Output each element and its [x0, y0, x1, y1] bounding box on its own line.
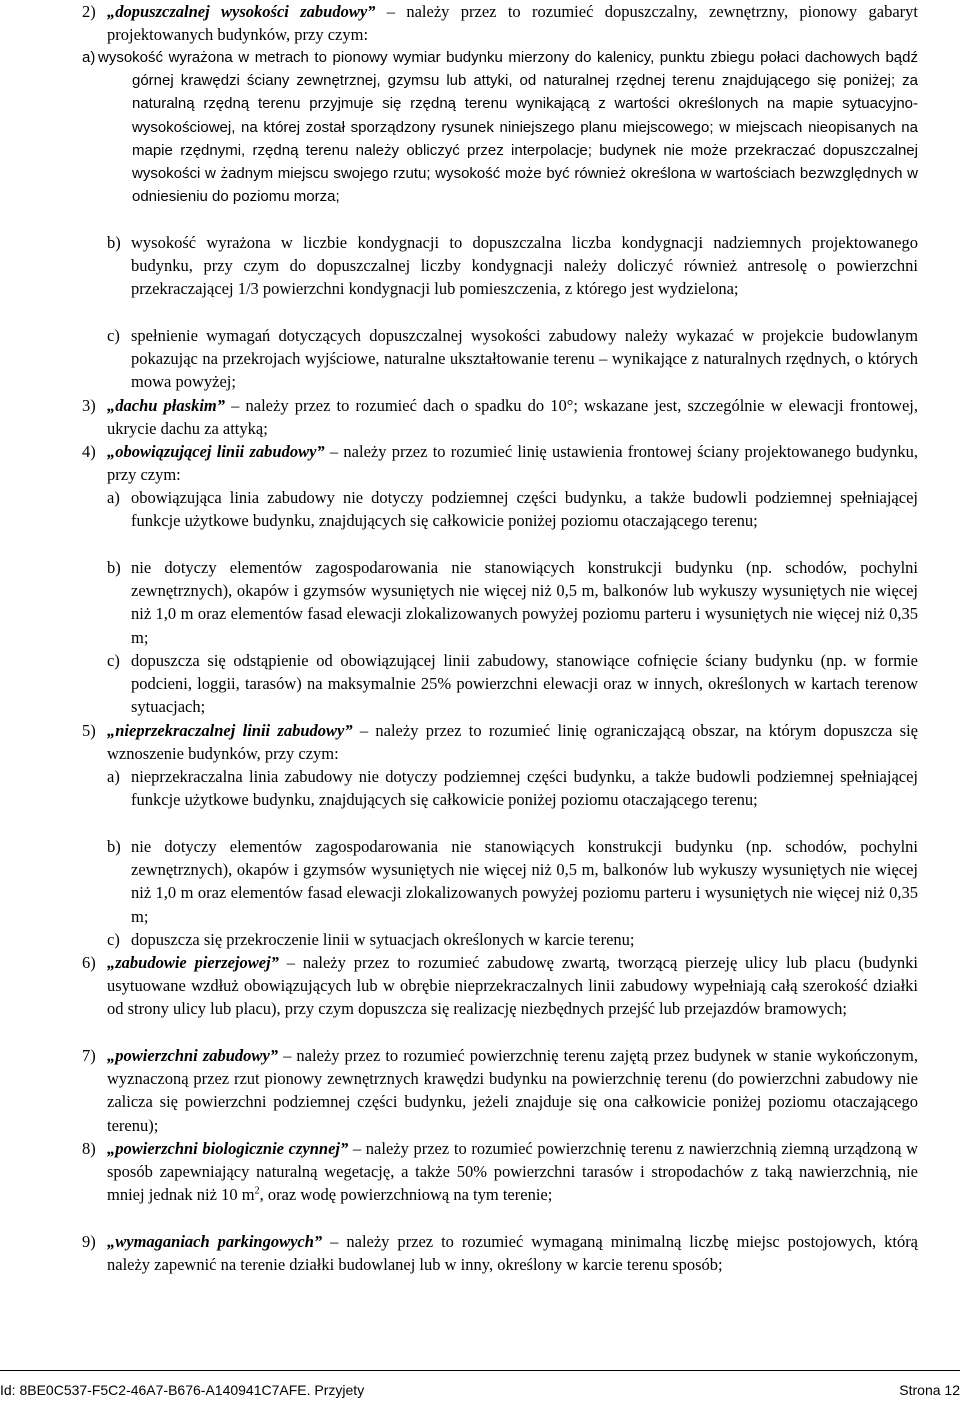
- subitem-mark: c): [107, 930, 120, 949]
- definition-text: – należy przez to rozumieć linię ograniczającą obszar, na którym dopuszcza się wznoszenie budynków, przy czym:: [107, 721, 918, 764]
- definition-item-3: [82, 394, 918, 440]
- defined-term: „powierzchni zabudowy”: [107, 1046, 279, 1065]
- item-number: 7): [82, 1046, 96, 1065]
- item-number: 4): [82, 442, 96, 461]
- definition-item-8: [82, 1137, 918, 1207]
- page-footer: [0, 1370, 960, 1401]
- definition-item-9: [82, 1230, 918, 1276]
- defined-term: „dachu płaskim”: [107, 396, 225, 415]
- subitem-2b: [107, 231, 918, 301]
- item-number: 8): [82, 1139, 96, 1158]
- subitem-mark: a): [107, 488, 120, 507]
- definition-item-6: [82, 951, 918, 1021]
- page-number: Strona 12: [899, 1382, 960, 1398]
- subitem-4b: [107, 556, 918, 649]
- subitem-text: dopuszcza się przekroczenie linii w sytuacjach określonych w karcie terenu;: [131, 930, 635, 949]
- item-number: 9): [82, 1232, 96, 1251]
- defined-term: „nieprzekraczalnej linii zabudowy”: [107, 721, 353, 740]
- item-number: 2): [82, 2, 96, 21]
- definition-text: – należy przez to rozumieć dopuszczalny, zewnętrzny, pionowy gabaryt projektowanych budynków, przy czym:: [107, 2, 918, 45]
- definition-item-4: [82, 440, 918, 486]
- subitem-mark: b): [107, 837, 121, 856]
- defined-term: „wymaganiach parkingowych”: [107, 1232, 323, 1251]
- subitem-text: dopuszcza się odstąpienie od obowiązującej linii zabudowy, stanowiące cofnięcie ściany budynku (np. w formie podcieni, loggii, tarasów) na maksymalnie 25% powierzchni elewacji oraz w innych, określonych w kartach terenow sytuacjach;: [131, 651, 918, 717]
- defined-term: „zabudowie pierzejowej”: [107, 953, 279, 972]
- definition-text: – należy przez to rozumieć dach o spadku do 10°; wskazane jest, szczególnie w elewacji frontowej, ukrycie dachu za attyką;: [107, 396, 918, 439]
- item-number: 5): [82, 721, 96, 740]
- subitem-mark: c): [107, 651, 120, 670]
- subitem-mark: a): [82, 49, 96, 66]
- subitem-mark: c): [107, 326, 120, 345]
- subitem-mark: a): [107, 767, 120, 786]
- definition-text: – należy przez to rozumieć powierzchnię terenu z nawierzchnią ziemną urządzoną w sposób zapewniający naturalną wegetację, a także 50% powierzchni tarasów i stropodachów z taką nawierzchnią, nie mniej jednak niż 10 m: [107, 1139, 918, 1205]
- subitem-text: nie dotyczy elementów zagospodarowania nie stanowiących konstrukcji budynku (np. schodów, pochylni zewnętrznych), okapów i gzymsów wysuniętych nie więcej niż 0,5 m, balkonów lub wykuszy wysuniętych nie więcej niż 1,0 m oraz elementów fasad elewacji zlokalizowanych powyżej poziomu parteru i wysuniętych nie więcej niż 0,35 m;: [131, 837, 918, 926]
- item-number: 6): [82, 953, 96, 972]
- subitem-text: wysokość wyrażona w liczbie kondygnacji to dopuszczalna liczba kondygnacji nadziemnych projektowanego budynku, przy czym do dopuszczalnej liczby kondygnacji należy doliczyć również antresolę o powierzchni przekraczającej 1/3 powierzchni kondygnacji lub pomieszczenia, z którego jest wydzielona;: [131, 233, 918, 299]
- subitem-5a: [107, 765, 918, 811]
- subitem-text: wysokość wyrażona w metrach to pionowy wymiar budynku mierzony do kalenicy, punktu zbiegu połaci dachowych bądź górnej krawędzi ściany zewnętrznej, gzymsu lub attyki, od naturalnej rzędnej terenu znajdującego się poniżej; za naturalną rzędną terenu przyjmuje się rzędną terenu wynikającą z wartości określonych na mapie sytuacyjno-wysokościowej, na której został sporządzony rysunek niniejszego planu miejscowego; w miejscach nieopisanych na mapie rzędnymi, rzędną terenu należy obliczyć przez interpolacje; budynek nie może przekraczać dopuszczalnej wysokości w żadnym miejscu swojego rzutu; wysokość może być również określona w wartościach bezwzględnych w odniesieniu do poziomu morza;: [98, 49, 918, 206]
- definition-text: – należy przez to rozumieć powierzchnię terenu zajętą przez budynek w stanie wykończonym, wyznaczoną przez rzut pionowy zewnętrznych krawędzi budynku na powierzchnię terenu (do powierzchni zabudowy nie zalicza się powierzchni podziemnej części budynku, jeżeli znajduje się ona całkowicie poniżej poziomu otaczającego terenu);: [107, 1046, 919, 1135]
- defined-term: „powierzchni biologicznie czynnej”: [107, 1139, 349, 1158]
- subitem-mark: b): [107, 233, 121, 252]
- definition-text: – należy przez to rozumieć zabudowę zwartą, tworzącą pierzeję ulicy lub placu (budynki usytuowane wzdłuż obowiązujących lub w obrębie nieprzekraczalnych linii zabudowy wypełniają całą szerokość działki od strony ulicy lub placu), przy czym dopuszcza się realizację niezbędnych przejść lub przejazdów bramowych;: [107, 953, 918, 1019]
- subitem-mark: b): [107, 558, 121, 577]
- definition-item-5: [82, 719, 918, 765]
- subitem-2c: [107, 324, 918, 394]
- subitem-2a: [82, 46, 918, 208]
- subitem-text: nieprzekraczalna linia zabudowy nie dotyczy podziemnej części budynku, a także budowli podziemnej spełniającej funkcje użytkowe budynku, znajdujących się całkowicie poniżej poziomu otaczającego terenu;: [131, 767, 918, 810]
- subitem-4c: [107, 649, 918, 719]
- subitem-text: obowiązująca linia zabudowy nie dotyczy podziemnej części budynku, a także budowli podziemnej spełniającej funkcje użytkowe budynku, znajdujących się całkowicie poniżej poziomu otaczającego terenu;: [131, 488, 918, 531]
- subitem-text: nie dotyczy elementów zagospodarowania nie stanowiących konstrukcji budynku (np. schodów, pochylni zewnętrznych), okapów i gzymsów wysuniętych nie więcej niż 0,5 m, balkonów lub wykuszy wysuniętych nie więcej niż 1,0 m oraz elementów fasad elewacji zlokalizowanych powyżej poziomu parteru i wysuniętych nie więcej niż 0,35 m;: [131, 558, 918, 647]
- subitem-4a: [107, 486, 918, 532]
- document-id: Id: 8BE0C537-F5C2-46A7-B676-A140941C7AFE. Przyjety: [0, 1382, 365, 1398]
- item-number: 3): [82, 396, 96, 415]
- definition-item-2: [82, 0, 918, 46]
- subitem-5c: [107, 928, 918, 951]
- defined-term: „obowiązującej linii zabudowy”: [107, 442, 325, 461]
- definition-text: – należy przez to rozumieć wymaganą minimalną liczbę miejsc postojowych, którą należy zapewnić na terenie działki budowlanej lub w inny, określony w karcie terenu sposób;: [107, 1232, 919, 1275]
- defined-term: „dopuszczalnej wysokości zabudowy”: [107, 2, 376, 21]
- subitem-5b: [107, 835, 918, 928]
- definition-text-tail: , oraz wodę powierzchniową na tym terenie;: [259, 1185, 553, 1205]
- superscript: 2: [254, 1185, 260, 1197]
- subitem-text: spełnienie wymagań dotyczących dopuszczalnej wysokości zabudowy należy wykazać w projekcie budowlanym pokazując na przekrojach wyjściowe, naturalne ukształtowanie terenu – wynikające z naturalnych rzędnych, o których mowa powyżej;: [131, 326, 918, 392]
- definition-item-7: [82, 1044, 918, 1137]
- definition-text: – należy przez to rozumieć linię ustawienia frontowej ściany projektowanego budynku, przy czym:: [107, 442, 918, 485]
